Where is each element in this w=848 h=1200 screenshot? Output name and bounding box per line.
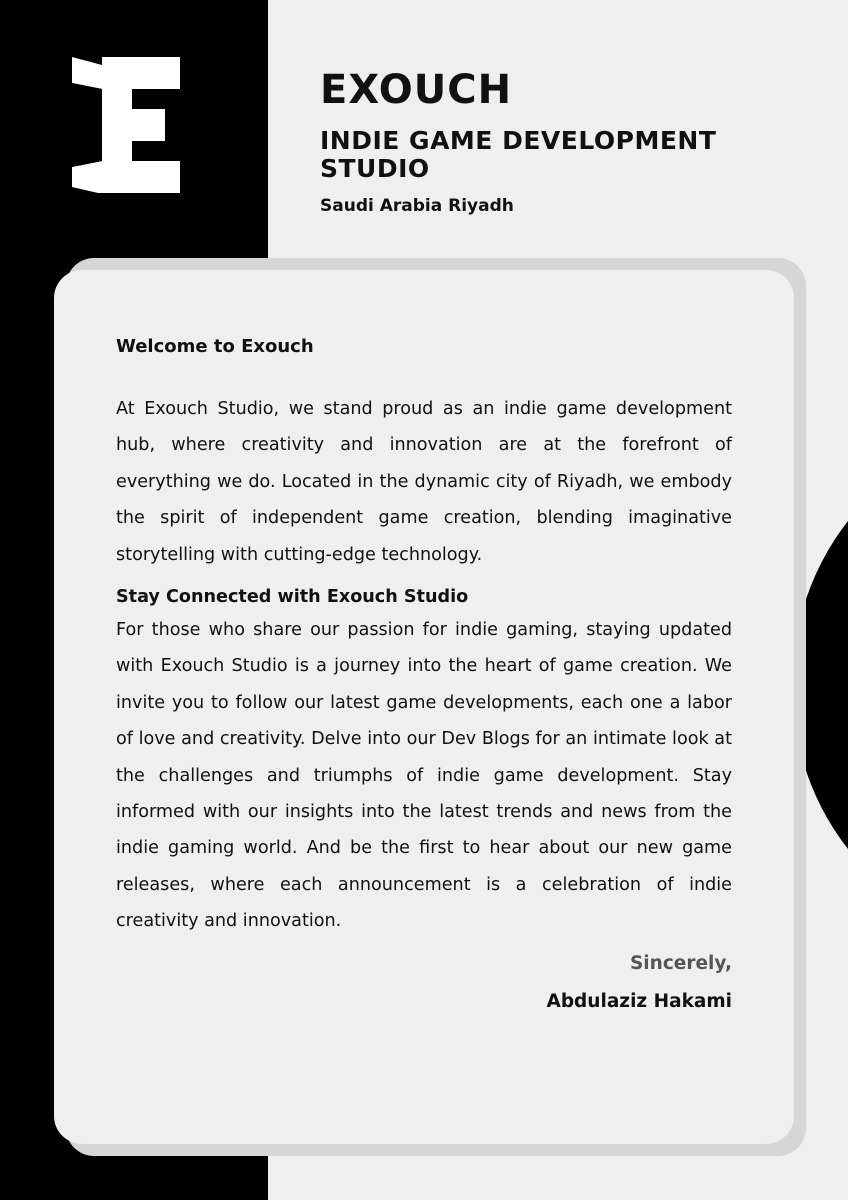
section-heading: Stay Connected with Exouch Studio bbox=[116, 587, 469, 608]
closing: Sincerely, bbox=[629, 952, 732, 974]
location: Saudi Arabia Riyadh bbox=[320, 196, 514, 216]
tagline: INDIE GAME DEVELOPMENT STUDIO bbox=[320, 126, 717, 183]
brand-name: EXOUCH bbox=[320, 67, 513, 113]
stay-connected-paragraph: For those who share our passion for indie gaming, staying updated with Exouch Studio is a journey into the heart of game creation. We invite you to follow our latest game developments, each one a labor of love and creativity. Delve into our Dev Blogs for an intimate look at the challenges and triumphs of indie game development. Stay informed with our insights into the latest trends and news from the indie gaming world. And be the first to hear about our new game releases, where each announcement is a celebration of indie creativity and innovation. bbox=[116, 620, 732, 932]
letterhead bbox=[320, 66, 800, 217]
intro-paragraph: At Exouch Studio, we stand proud as an indie game development hub, where creativity and innovation are at the forefront of everything we do. Located in the dynamic city of Riyadh, we embody the spirit of independent game creation, blending imaginative storytelling with cutting-edge technology. bbox=[116, 399, 732, 565]
letter-body bbox=[116, 332, 732, 1021]
exouch-e-logo-icon bbox=[72, 57, 180, 193]
greeting: Welcome to Exouch bbox=[116, 336, 314, 357]
signature: Abdulaziz Hakami bbox=[546, 990, 732, 1012]
